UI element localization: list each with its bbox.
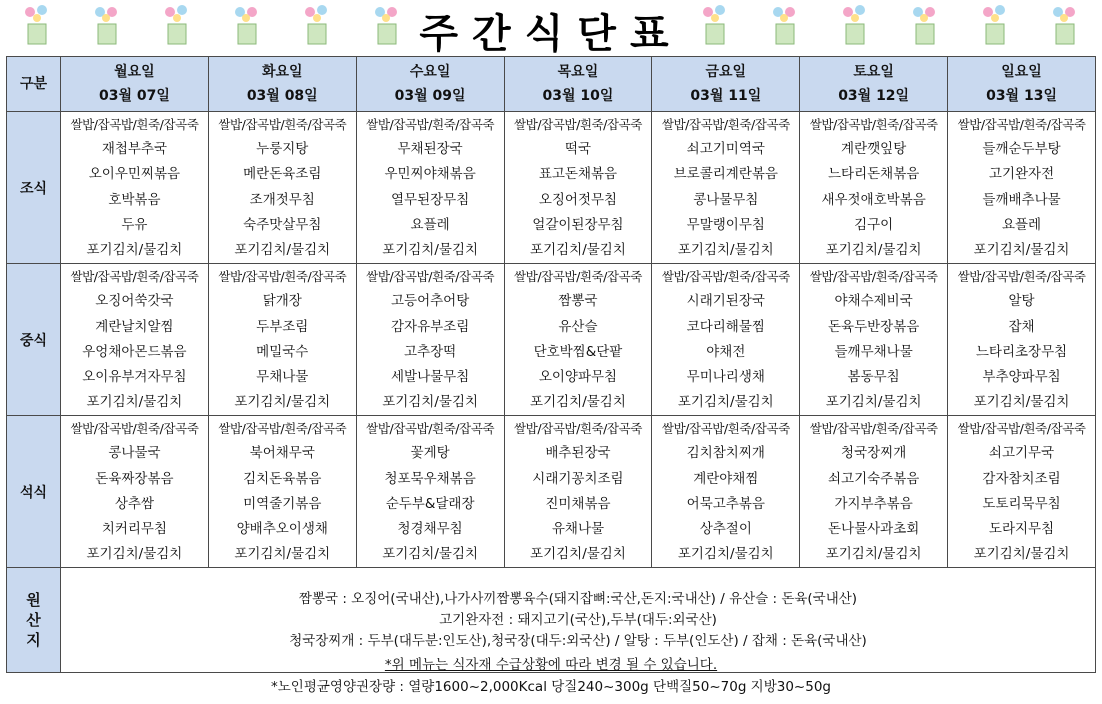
nutrition-guideline: *노인평균영양권장량 : 열량1600~2,000Kcal 당질240~300g 단백질50~70g 지방30~50g [271,679,831,695]
menu-cell-sat [800,416,948,568]
menu-item: 청경채무침 [397,521,463,537]
menu-item: 계란날치알찜 [95,318,174,335]
menu-item: 유산슬 [558,318,598,335]
day-header-sat [800,57,948,112]
day-header-mon [61,57,209,112]
menu-cell-wed [356,264,504,416]
menu-cell-wed [356,112,504,264]
menu-cell-sat [800,112,948,264]
menu-item: 시래기된장국 [686,293,765,310]
menu-item: 봄동무침 [847,368,900,385]
menu-item: 청포묵우채볶음 [384,470,476,487]
menu-item: 배추된장국 [545,445,611,462]
menu-item: 포기김치/물김치 [86,394,183,411]
footer-notes [0,654,1102,698]
meal-row [7,264,1096,416]
menu-item: 포기김치/물김치 [825,241,922,258]
menu-item: 상추절이 [699,521,752,537]
menu-item: 야채전 [706,343,746,360]
menu-item: 돈육짜장볶음 [95,470,174,487]
menu-item: 포기김치/물김치 [677,394,774,411]
menu-item: 치커리무침 [101,521,168,537]
menu-cell-sun [948,112,1096,264]
menu-item: 시래기꽁치조림 [532,470,624,487]
menu-item: 고추장떡 [404,343,457,360]
menu-item: 쌀밥/잡곡밥/흰죽/잡곡죽 [809,117,938,132]
menu-item: 무채된장국 [397,141,463,158]
meal-rows [7,112,1096,568]
origin-line: 짬뽕국 : 오징어(국내산),나가사끼짬뽕육수(돼지잡뼈:국산,돈지:국내산) / 유산슬 : 돈육(국내산) [298,590,858,607]
menu-item: 쌀밥/잡곡밥/흰죽/잡곡죽 [661,421,790,437]
menu-item: 코다리해물찜 [686,318,765,335]
day-date: 03월 08일 [246,88,318,104]
menu-item: 고기완자전 [988,166,1055,183]
menu-item: 오징어젓무침 [538,191,618,208]
menu-item: 쇠고기무국 [988,445,1055,462]
menu-cell-wed [356,416,504,568]
menu-item: 김치참치찌개 [686,445,765,462]
menu-item: 누룽지탕 [256,141,309,158]
menu-item: 우민찌야채볶음 [384,166,476,183]
menu-item: 숙주맛살무침 [243,216,322,233]
meal-label: 조식 [7,112,61,264]
menu-item: 쌀밥/잡곡밥/흰죽/잡곡죽 [514,269,642,285]
day-name: 토요일 [853,64,894,80]
day-header-sun [948,57,1096,112]
menu-item: 포기김치/물김치 [530,546,626,563]
menu-cell-tue [208,112,356,264]
day-date: 03월 11일 [690,88,762,104]
menu-item: 쌀밥/잡곡밥/흰죽/잡곡죽 [70,269,199,285]
menu-item: 들깨배추나물 [982,191,1061,208]
day-date: 03월 12일 [838,88,910,104]
menu-item: 요플레 [410,216,450,233]
menu-item: 들깨순두부탕 [982,141,1061,158]
menu-item: 쌀밥/잡곡밥/흰죽/잡곡죽 [218,421,347,437]
menu-item: 포기김치/물김치 [973,241,1070,258]
menu-item: 어묵고추볶음 [686,495,765,512]
menu-item: 쌀밥/잡곡밥/흰죽/잡곡죽 [366,421,495,437]
menu-item: 야채수제비국 [834,293,913,310]
menu-item: 양배추오이생채 [236,521,328,537]
menu-item: 부추양파무침 [982,368,1061,385]
menu-item: 두유 [121,216,148,233]
day-header-fri [652,57,800,112]
menu-item: 진미채볶음 [545,495,611,512]
menu-item: 콩나물무침 [693,191,759,208]
menu-item: 포기김치/물김치 [825,546,922,563]
menu-item: 두부조림 [256,318,309,335]
menu-item: 요플레 [1001,216,1042,233]
category-header: 구분 [7,57,61,112]
menu-item: 느타리돈채볶음 [827,166,920,183]
origin-line: 청국장찌개 : 두부(대두분:인도산),청국장(대두:외국산) / 알탕 : 두부(인도산) / 잡채 : 돈육(국내산) [289,632,867,649]
menu-item: 쌀밥/잡곡밥/흰죽/잡곡죽 [809,421,938,437]
menu-item: 오이양파무침 [538,368,618,385]
menu-item: 표고돈채볶음 [538,166,618,183]
menu-item: 미역줄기볶음 [243,495,322,512]
menu-item: 쌀밥/잡곡밥/흰죽/잡곡죽 [514,117,642,132]
menu-item: 들깨무채나물 [834,343,913,360]
menu-item: 감자유부조림 [390,318,470,335]
menu-item: 포기김치/물김치 [234,546,331,563]
menu-item: 무말랭이무침 [686,216,765,233]
menu-item: 쌀밥/잡곡밥/흰죽/잡곡죽 [70,421,199,437]
menu-item: 오이유부겨자무침 [82,368,187,385]
menu-cell-mon [61,416,209,568]
menu-item: 김구이 [854,216,894,233]
menu-item: 닭개장 [262,293,302,310]
menu-cell-fri [652,264,800,416]
menu-item: 쌀밥/잡곡밥/흰죽/잡곡죽 [218,117,347,132]
day-date: 03월 10일 [542,88,614,104]
origin-line: 고기완자전 : 돼지고기(국산),두부(대두:외국산) [439,611,717,628]
menu-item: 쌀밥/잡곡밥/흰죽/잡곡죽 [661,269,790,285]
menu-item: 가지부추볶음 [834,495,913,512]
menu-item: 조개젓무침 [249,191,315,208]
menu-item: 쌀밥/잡곡밥/흰죽/잡곡죽 [366,117,495,132]
menu-item: 오이우민찌볶음 [88,166,181,183]
origin-label-char: 원 [26,591,41,610]
day-date: 03월 07일 [98,88,170,104]
day-name: 월요일 [114,64,155,80]
menu-item: 쌀밥/잡곡밥/흰죽/잡곡죽 [661,117,790,132]
menu-item: 도라지무침 [988,521,1055,537]
day-header-wed [356,57,504,112]
menu-item: 포기김치/물김치 [677,546,774,563]
menu-item: 포기김치/물김치 [530,241,626,258]
menu-item: 오징어쑥갓국 [95,293,174,310]
meal-label: 석식 [7,416,61,568]
meal-label: 중식 [7,264,61,416]
menu-item: 쌀밥/잡곡밥/흰죽/잡곡죽 [70,117,199,132]
meal-row [7,112,1096,264]
menu-cell-sun [948,416,1096,568]
menu-item: 재첩부추국 [101,141,168,158]
menu-item: 포기김치/물김치 [530,394,626,411]
day-header-tue [208,57,356,112]
menu-item: 유채나물 [551,521,605,537]
menu-item: 콩나물국 [108,445,161,462]
menu-item: 포기김치/물김치 [825,394,922,411]
table-header-row [7,57,1096,112]
menu-cell-mon [61,112,209,264]
menu-item: 돈나물사과초회 [827,521,920,537]
menu-item: 떡국 [564,141,591,158]
menu-item: 쌀밥/잡곡밥/흰죽/잡곡죽 [366,269,495,285]
page-title: 주간식단표 [419,11,683,57]
menu-cell-sun [948,264,1096,416]
menu-item: 돈육두반장볶음 [827,318,920,335]
menu-cell-tue [208,264,356,416]
origin-label-char: 산 [26,611,41,630]
menu-item: 무미나리생채 [686,368,765,385]
menu-item: 청국장찌개 [841,445,907,462]
day-date: 03월 13일 [986,88,1057,104]
menu-item: 포기김치/물김치 [973,546,1070,563]
menu-item: 고등어추어탕 [390,293,470,310]
menu-item: 쌀밥/잡곡밥/흰죽/잡곡죽 [957,117,1086,132]
menu-item: 브로콜리계란볶음 [673,166,778,183]
origin-label-char: 지 [26,631,41,650]
menu-cell-fri [652,416,800,568]
meal-row [7,416,1096,568]
menu-item: 단호박찜&단팥 [533,343,623,360]
menu-item: 계란깻잎탕 [841,141,907,158]
menu-item: 우엉채아몬드볶음 [82,343,187,360]
menu-item: 포기김치/물김치 [677,241,774,258]
page-header [0,0,1102,56]
menu-item: 포기김치/물김치 [382,241,479,258]
change-notice: *위 메뉴는 식자재 수급상황에 따라 변경 될 수 있습니다. [384,657,718,673]
menu-item: 쌀밥/잡곡밥/흰죽/잡곡죽 [218,269,347,285]
menu-item: 알탕 [1008,293,1035,310]
menu-item: 포기김치/물김치 [86,546,183,563]
menu-cell-thu [504,264,652,416]
menu-item: 짬뽕국 [558,293,598,310]
menu-item: 쌀밥/잡곡밥/흰죽/잡곡죽 [514,421,642,437]
weekly-menu-table [6,56,1096,673]
menu-item: 계란야채찜 [693,470,759,487]
menu-item: 쌀밥/잡곡밥/흰죽/잡곡죽 [957,421,1086,437]
menu-item: 포기김치/물김치 [382,546,479,563]
menu-item: 쌀밥/잡곡밥/흰죽/잡곡죽 [957,269,1086,285]
menu-item: 북어채무국 [249,445,315,462]
menu-cell-thu [504,112,652,264]
menu-item: 호박볶음 [108,191,161,208]
menu-item: 얼갈이된장무침 [532,216,624,233]
menu-cell-tue [208,416,356,568]
day-date: 03월 09일 [394,88,466,104]
menu-item: 상추쌈 [114,495,154,512]
menu-item: 무채나물 [256,368,309,385]
menu-item: 포기김치/물김치 [234,241,331,258]
day-name: 일요일 [1001,64,1042,80]
menu-item: 포기김치/물김치 [234,394,331,411]
menu-item: 메밀국수 [256,343,309,360]
menu-item: 포기김치/물김치 [86,241,183,258]
menu-item: 순두부&달래장 [385,495,475,512]
menu-cell-mon [61,264,209,416]
menu-item: 쇠고기숙주볶음 [827,470,920,487]
menu-item: 감자참치조림 [982,470,1061,487]
menu-item: 잡채 [1008,318,1035,335]
day-header-thu [504,57,652,112]
menu-item: 세발나물무침 [390,368,470,385]
menu-item: 도토리묵무침 [982,495,1061,512]
menu-item: 김치돈육볶음 [243,470,322,487]
day-name: 금요일 [705,64,747,80]
menu-item: 열무된장무침 [390,191,470,208]
day-name: 목요일 [557,64,599,80]
menu-item: 느타리초장무침 [975,343,1068,360]
menu-cell-fri [652,112,800,264]
day-name: 화요일 [261,64,303,80]
menu-item: 포기김치/물김치 [973,394,1070,411]
day-name: 수요일 [409,64,451,80]
menu-cell-sat [800,264,948,416]
menu-cell-thu [504,416,652,568]
menu-item: 포기김치/물김치 [382,394,479,411]
menu-item: 쇠고기미역국 [686,141,765,158]
menu-item: 쌀밥/잡곡밥/흰죽/잡곡죽 [809,269,938,285]
menu-item: 꽃게탕 [410,445,450,462]
menu-item: 메란돈육조림 [243,166,322,183]
menu-item: 새우젓애호박볶음 [821,191,926,208]
